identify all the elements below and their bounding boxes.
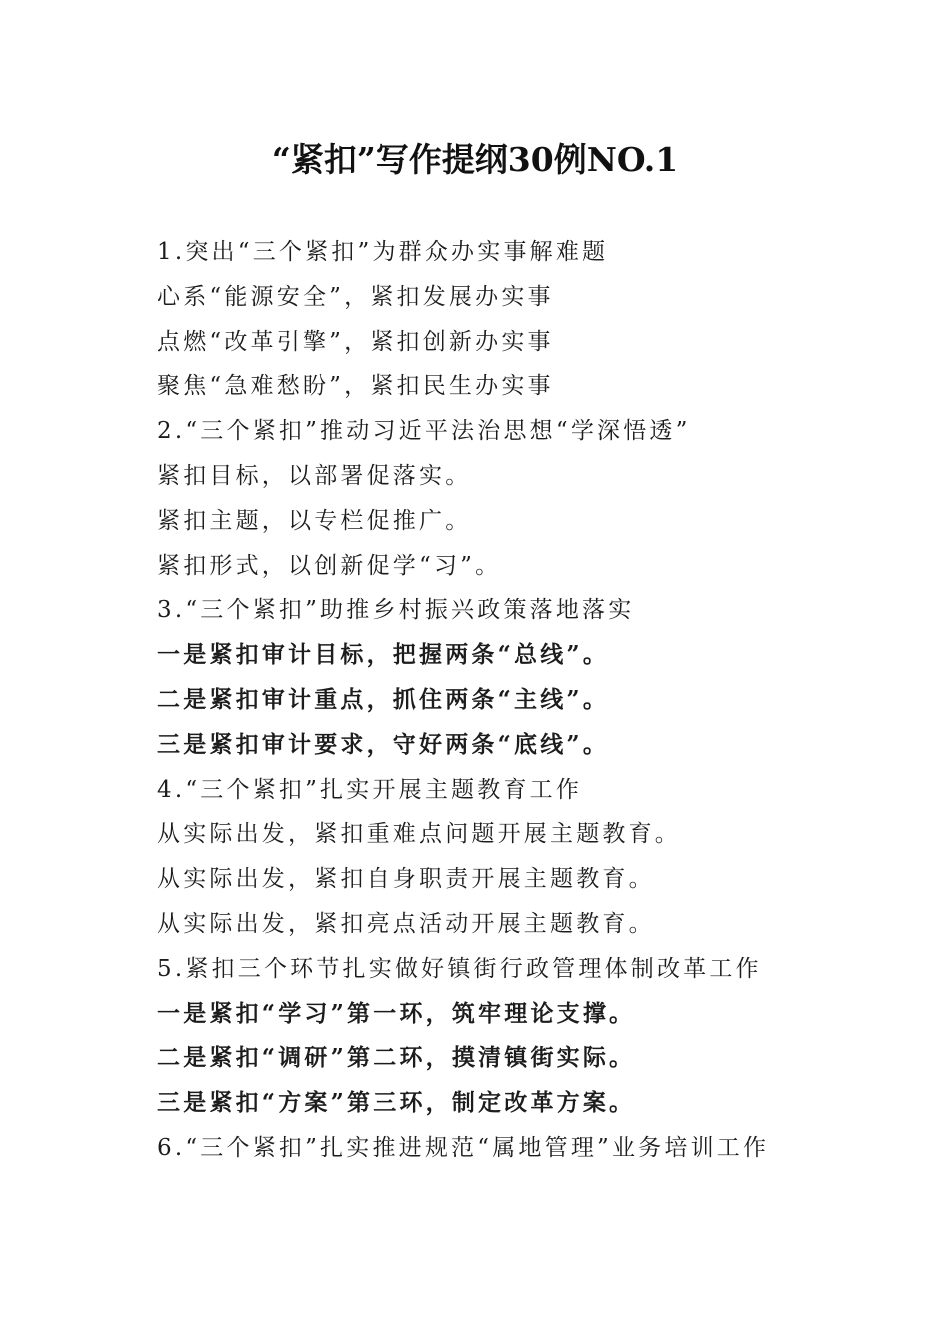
outline-line: 聚焦“急难愁盼”，紧扣民生办实事 [157,373,554,400]
outline-list [157,230,877,1171]
outline-line: 三是紧扣审计要求，守好两条“底线”。 [157,730,610,758]
outline-line: 5.紧扣三个环节扎实做好镇街行政管理体制改革工作 [157,955,762,982]
outline-line: 紧扣目标，以部署促落实。 [157,462,472,489]
outline-line: 紧扣主题，以专栏促推广。 [157,507,472,534]
document-title: “紧扣”写作提纲30例NO.1 [271,140,679,179]
outline-line: 6.“三个紧扣”扎实推进规范“属地管理”业务培训工作 [157,1134,770,1161]
outline-line: 二是紧扣“调研”第二环，摸清镇街实际。 [157,1044,636,1072]
outline-line: 3.“三个紧扣”助推乡村振兴政策落地落实 [157,597,635,624]
outline-line: 一是紧扣“学习”第一环，筑牢理论支撑。 [157,999,636,1027]
outline-line: 从实际出发，紧扣亮点活动开展主题教育。 [157,910,655,937]
outline-line: 4.“三个紧扣”扎实开展主题教育工作 [157,776,583,803]
outline-line: 从实际出发，紧扣自身职责开展主题教育。 [157,866,655,893]
outline-line: 紧扣形式，以创新促学“习”。 [157,552,502,579]
outline-line: 一是紧扣审计目标，把握两条“总线”。 [157,641,610,669]
outline-line: 2.“三个紧扣”推动习近平法治思想“学深悟透” [157,418,691,445]
outline-line: 二是紧扣审计重点，抓住两条“主线”。 [157,685,610,713]
outline-line: 点燃“改革引擎”，紧扣创新办实事 [157,328,554,355]
outline-line: 1.突出“三个紧扣”为群众办实事解难题 [157,239,609,265]
outline-line: 三是紧扣“方案”第三环，制定改革方案。 [157,1089,636,1117]
outline-line: 从实际出发，紧扣重难点问题开展主题教育。 [157,821,681,848]
outline-line: 心系“能源安全”，紧扣发展办实事 [157,283,554,310]
